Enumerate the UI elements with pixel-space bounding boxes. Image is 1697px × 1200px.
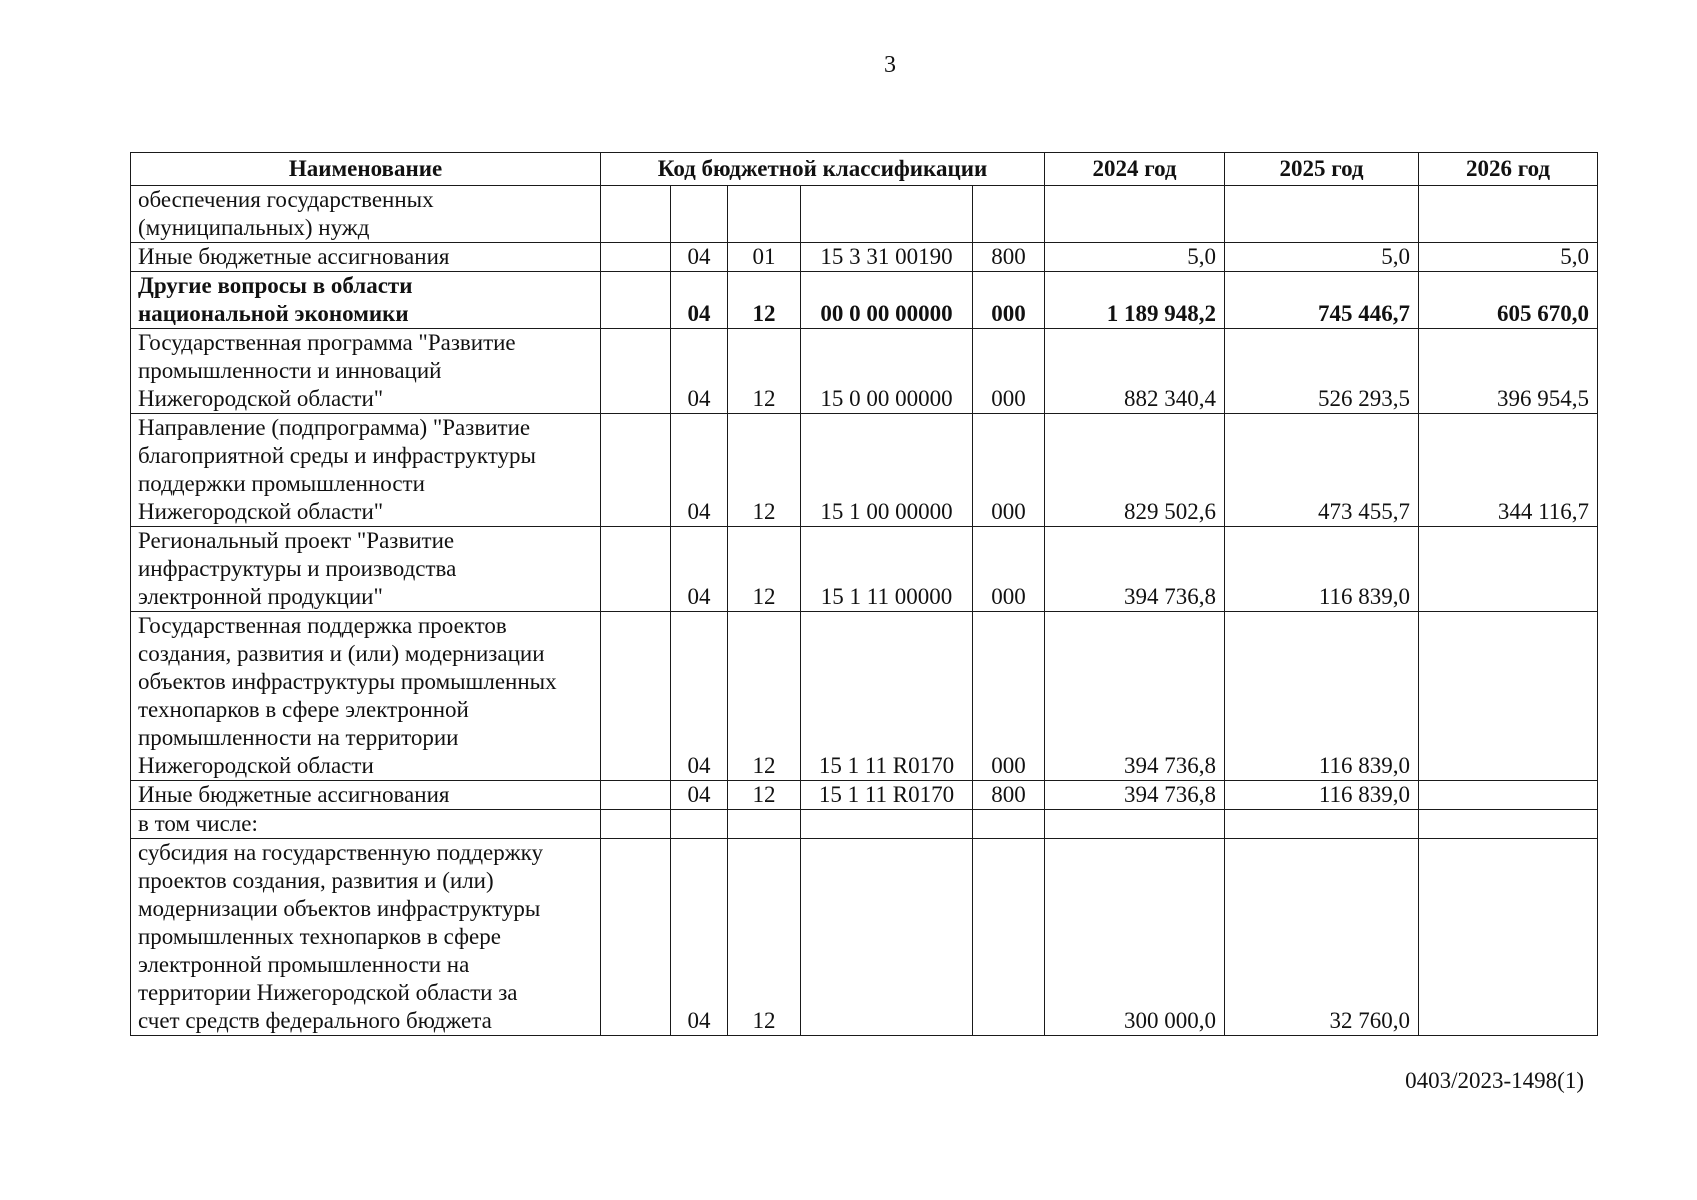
- cell-expense-type: 000: [973, 272, 1045, 329]
- table-row: [131, 272, 1598, 329]
- cell-2026: 605 670,0: [1419, 272, 1598, 329]
- cell-2025: 5,0: [1225, 243, 1419, 272]
- cell-podrazdel: 12: [728, 272, 801, 329]
- header-2026: 2026 год: [1419, 153, 1598, 186]
- cell-podrazdel: 12: [728, 414, 801, 527]
- cell-name: Региональный проект "Развитие инфраструктуры и производства электронной продукции": [131, 527, 601, 612]
- cell-2026: [1419, 186, 1598, 243]
- cell-podrazdel: 12: [728, 839, 801, 1036]
- cell-name: Направление (подпрограмма) "Развитие благоприятной среды и инфраструктуры поддержки промышленности Нижегородской области": [131, 414, 601, 527]
- table-row: [131, 243, 1598, 272]
- cell-razdel: [671, 186, 728, 243]
- cell-name: Иные бюджетные ассигнования: [131, 781, 601, 810]
- cell-code-blank: [601, 612, 671, 781]
- cell-target-article: [801, 186, 973, 243]
- table-header-row: [131, 153, 1598, 186]
- table-row: [131, 810, 1598, 839]
- cell-2026: 344 116,7: [1419, 414, 1598, 527]
- cell-2025: 745 446,7: [1225, 272, 1419, 329]
- cell-razdel: 04: [671, 414, 728, 527]
- cell-name: субсидия на государственную поддержку проектов создания, развития и (или) модернизации объектов инфраструктуры промышленных технопарков в сфере электронной промышленности на территории Нижегородской области за счет средств федерального бюджета: [131, 839, 601, 1036]
- cell-2026: 5,0: [1419, 243, 1598, 272]
- cell-code-blank: [601, 329, 671, 414]
- cell-code-blank: [601, 414, 671, 527]
- cell-code-blank: [601, 243, 671, 272]
- cell-target-article: [801, 839, 973, 1036]
- cell-2025: 32 760,0: [1225, 839, 1419, 1036]
- page-number: 3: [884, 52, 896, 78]
- table-row: [131, 414, 1598, 527]
- cell-expense-type: 000: [973, 612, 1045, 781]
- cell-razdel: 04: [671, 329, 728, 414]
- cell-2024: 300 000,0: [1045, 839, 1225, 1036]
- table-row: [131, 527, 1598, 612]
- cell-razdel: 04: [671, 243, 728, 272]
- cell-podrazdel: 12: [728, 527, 801, 612]
- cell-2025: 116 839,0: [1225, 612, 1419, 781]
- cell-expense-type: [973, 186, 1045, 243]
- table-row: [131, 612, 1598, 781]
- cell-target-article: 15 1 11 R0170: [801, 612, 973, 781]
- cell-2025: [1225, 186, 1419, 243]
- cell-podrazdel: 01: [728, 243, 801, 272]
- cell-name: Государственная программа "Развитие промышленности и инноваций Нижегородской области": [131, 329, 601, 414]
- cell-2026: [1419, 839, 1598, 1036]
- cell-podrazdel: [728, 810, 801, 839]
- header-2024: 2024 год: [1045, 153, 1225, 186]
- cell-2026: [1419, 781, 1598, 810]
- cell-2025: 116 839,0: [1225, 527, 1419, 612]
- cell-code-blank: [601, 272, 671, 329]
- cell-code-blank: [601, 527, 671, 612]
- cell-name: Государственная поддержка проектов создания, развития и (или) модернизации объектов инфраструктуры промышленных технопарков в сфере электронной промышленности на территории Нижегородской области: [131, 612, 601, 781]
- cell-expense-type: 800: [973, 781, 1045, 810]
- cell-2024: 5,0: [1045, 243, 1225, 272]
- cell-2025: 473 455,7: [1225, 414, 1419, 527]
- header-2025: 2025 год: [1225, 153, 1419, 186]
- header-name: Наименование: [131, 153, 601, 186]
- cell-razdel: 04: [671, 612, 728, 781]
- cell-2024: [1045, 810, 1225, 839]
- cell-2026: [1419, 810, 1598, 839]
- table-row: [131, 329, 1598, 414]
- header-code: Код бюджетной классификации: [601, 153, 1045, 186]
- table-row: [131, 186, 1598, 243]
- cell-expense-type: 000: [973, 329, 1045, 414]
- cell-2024: 394 736,8: [1045, 781, 1225, 810]
- cell-target-article: 15 0 00 00000: [801, 329, 973, 414]
- document-number: 0403/2023-1498(1): [1405, 1068, 1584, 1093]
- cell-target-article: 15 1 00 00000: [801, 414, 973, 527]
- cell-name: Иные бюджетные ассигнования: [131, 243, 601, 272]
- cell-podrazdel: 12: [728, 781, 801, 810]
- cell-expense-type: [973, 810, 1045, 839]
- cell-2024: 829 502,6: [1045, 414, 1225, 527]
- cell-code-blank: [601, 810, 671, 839]
- cell-expense-type: 000: [973, 527, 1045, 612]
- cell-target-article: 00 0 00 00000: [801, 272, 973, 329]
- cell-razdel: 04: [671, 272, 728, 329]
- cell-code-blank: [601, 839, 671, 1036]
- cell-target-article: [801, 810, 973, 839]
- cell-2025: 116 839,0: [1225, 781, 1419, 810]
- cell-target-article: 15 3 31 00190: [801, 243, 973, 272]
- cell-2026: [1419, 527, 1598, 612]
- table-body: [131, 186, 1598, 1036]
- cell-2024: 394 736,8: [1045, 527, 1225, 612]
- cell-name: в том числе:: [131, 810, 601, 839]
- cell-2025: [1225, 810, 1419, 839]
- cell-razdel: [671, 810, 728, 839]
- cell-name: обеспечения государственных (муниципальных) нужд: [131, 186, 601, 243]
- cell-expense-type: 800: [973, 243, 1045, 272]
- cell-podrazdel: [728, 186, 801, 243]
- cell-2025: 526 293,5: [1225, 329, 1419, 414]
- cell-razdel: 04: [671, 527, 728, 612]
- cell-name: Другие вопросы в области национальной экономики: [131, 272, 601, 329]
- cell-2024: 882 340,4: [1045, 329, 1225, 414]
- cell-code-blank: [601, 186, 671, 243]
- cell-code-blank: [601, 781, 671, 810]
- cell-razdel: 04: [671, 839, 728, 1036]
- table-row: [131, 839, 1598, 1036]
- cell-target-article: 15 1 11 00000: [801, 527, 973, 612]
- budget-table: [130, 152, 1598, 1036]
- cell-target-article: 15 1 11 R0170: [801, 781, 973, 810]
- table-row: [131, 781, 1598, 810]
- cell-2026: [1419, 612, 1598, 781]
- cell-expense-type: [973, 839, 1045, 1036]
- cell-podrazdel: 12: [728, 612, 801, 781]
- cell-2024: [1045, 186, 1225, 243]
- cell-2026: 396 954,5: [1419, 329, 1598, 414]
- cell-expense-type: 000: [973, 414, 1045, 527]
- cell-podrazdel: 12: [728, 329, 801, 414]
- cell-2024: 1 189 948,2: [1045, 272, 1225, 329]
- cell-2024: 394 736,8: [1045, 612, 1225, 781]
- cell-razdel: 04: [671, 781, 728, 810]
